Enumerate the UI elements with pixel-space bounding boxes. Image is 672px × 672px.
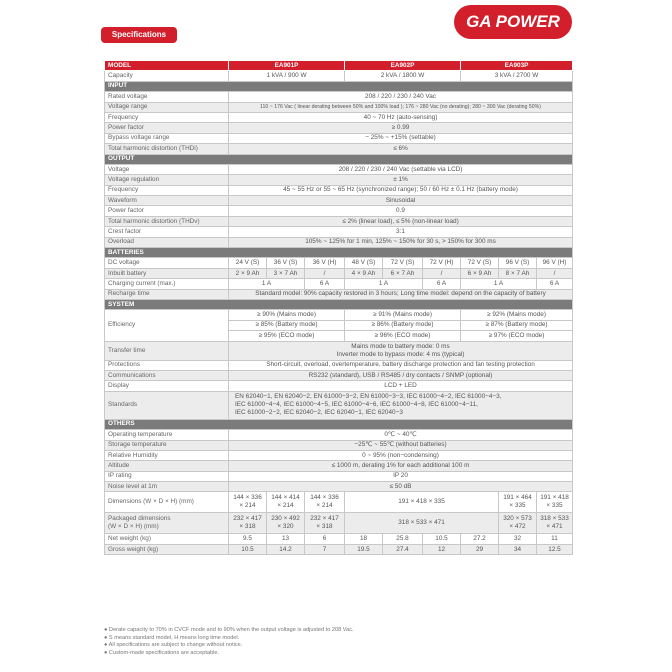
- spec-value: LCD + LED: [229, 381, 573, 391]
- spec-row: [105, 175, 573, 185]
- spec-row: [105, 482, 573, 492]
- weight-value: 12.5: [537, 544, 573, 554]
- spec-row: [105, 216, 573, 226]
- efficiency-value: ≥ 86% (Battery mode): [345, 320, 461, 330]
- battery-value: /: [537, 268, 573, 278]
- spec-label: Power factor: [105, 123, 229, 133]
- charge-value: 6 A: [537, 279, 573, 289]
- charge-value: 1 A: [229, 279, 305, 289]
- dim-line: 144 × 336: [233, 494, 262, 502]
- weight-value: 27.4: [383, 544, 423, 554]
- dim-line: 144 × 336: [310, 494, 339, 502]
- capacity-value: 2 kVA / 1800 W: [345, 71, 461, 81]
- dc-value: 72 V (S): [383, 258, 423, 268]
- dc-value: 72 V (H): [423, 258, 461, 268]
- spec-label: Voltage range: [105, 102, 229, 112]
- pkg-value: [499, 513, 537, 534]
- spec-row: [105, 237, 573, 247]
- charge-value: 1 A: [461, 279, 537, 289]
- spec-value: −25℃ ~ 55℃ (without batteries): [229, 440, 573, 450]
- section-header-output: [105, 154, 573, 164]
- spec-label: Display: [105, 381, 229, 391]
- spec-label: Altitude: [105, 461, 229, 471]
- capacity-value: 3 kVA / 2700 W: [461, 71, 573, 81]
- dim-line: 191 × 418: [540, 494, 569, 502]
- spec-row: [105, 112, 573, 122]
- spec-label: Inbuilt battery: [105, 268, 229, 278]
- model-label: MODEL: [105, 61, 229, 71]
- spec-row: [105, 185, 573, 195]
- efficiency-value: ≥ 90% (Mains mode): [229, 310, 345, 320]
- spec-value: ≤ 6%: [229, 144, 573, 154]
- section-title: OUTPUT: [105, 154, 573, 164]
- battery-value: /: [423, 268, 461, 278]
- section-header-batteries: [105, 248, 573, 258]
- capacity-row: [105, 71, 573, 81]
- spec-row: [105, 360, 573, 370]
- dim-value: [305, 492, 345, 513]
- spec-value: ± 1%: [229, 175, 573, 185]
- spec-value: 40 ~ 70 Hz (auto-sensing): [229, 112, 573, 122]
- dc-value: 48 V (S): [345, 258, 383, 268]
- pkg-line: 318 × 533: [540, 515, 569, 523]
- spec-label: Noise level at 1m: [105, 482, 229, 492]
- efficiency-value: ≥ 95% (ECO mode): [229, 331, 345, 341]
- model-ea902p: EA902P: [345, 61, 461, 71]
- spec-value: ≤ 2% (linear load), ≤ 5% (non-linear load): [229, 216, 573, 226]
- logo-text: GA POWER: [466, 12, 560, 31]
- section-header-input: [105, 81, 573, 91]
- spec-row: [105, 196, 573, 206]
- pkg-line: × 471: [546, 523, 563, 531]
- spec-label: Power factor: [105, 206, 229, 216]
- spec-table: [104, 60, 573, 555]
- pkg-label-line: (W × D × H) (mm): [108, 523, 159, 531]
- spec-label: Dimensions (W × D × H) (mm): [105, 492, 229, 513]
- ga-power-logo: [454, 5, 572, 39]
- battery-value: 4 × 9 Ah: [345, 268, 383, 278]
- spec-value: 208 / 220 / 230 / 240 Vac: [229, 92, 573, 102]
- dc-value: 36 V (H): [305, 258, 345, 268]
- pkg-label-line: Packaged dimensions: [108, 515, 171, 523]
- dim-value: 191 × 418 × 335: [345, 492, 499, 513]
- pkg-line: 232 × 417: [233, 515, 262, 523]
- spec-value: 3:1: [229, 227, 573, 237]
- weight-value: 13: [267, 534, 305, 544]
- weight-value: 9.5: [229, 534, 267, 544]
- section-title: BATTERIES: [105, 248, 573, 258]
- spec-row: [105, 133, 573, 143]
- spec-value: ≤ 50 dB: [229, 482, 573, 492]
- spec-row: [105, 102, 573, 112]
- pkg-line: × 318: [239, 523, 256, 531]
- efficiency-value: ≥ 92% (Mains mode): [461, 310, 573, 320]
- pkg-value: 318 × 533 × 471: [345, 513, 499, 534]
- inbuilt-battery-row: [105, 268, 573, 278]
- spec-label: Bypass voltage range: [105, 133, 229, 143]
- spec-label: Crest factor: [105, 227, 229, 237]
- spec-label: Relative Humidity: [105, 450, 229, 460]
- efficiency-value: ≥ 96% (ECO mode): [345, 331, 461, 341]
- spec-label: Overload: [105, 237, 229, 247]
- dim-line: × 335: [546, 502, 563, 510]
- spec-value: 45 ~ 55 Hz or 55 ~ 65 Hz (synchronized range); 50 / 60 Hz ± 0.1 Hz (battery mode): [229, 185, 573, 195]
- efficiency-value: ≥ 97% (ECO mode): [461, 331, 573, 341]
- spec-value: 105% ~ 125% for 1 min, 125% ~ 150% for 30 s, > 150% for 300 ms: [229, 237, 573, 247]
- efficiency-value: ≥ 85% (Battery mode): [229, 320, 345, 330]
- dim-value: [537, 492, 573, 513]
- transfer-time-row: [105, 341, 573, 360]
- pkg-value: [305, 513, 345, 534]
- spec-label: Waveform: [105, 196, 229, 206]
- spec-row: [105, 381, 573, 391]
- spec-row: [105, 164, 573, 174]
- spec-value: 0℃ ~ 40℃: [229, 430, 573, 440]
- pkg-line: × 320: [277, 523, 294, 531]
- spec-value: 0 ~ 95% (non−condensing): [229, 450, 573, 460]
- battery-value: 3 × 7 Ah: [267, 268, 305, 278]
- weight-value: 19.5: [345, 544, 383, 554]
- spec-value: 0.9: [229, 206, 573, 216]
- efficiency-value: ≥ 87% (Battery mode): [461, 320, 573, 330]
- spec-label: Rated voltage: [105, 92, 229, 102]
- weight-value: 10.5: [423, 534, 461, 544]
- spec-label: DC voltage: [105, 258, 229, 268]
- packaged-dimensions-row: [105, 513, 573, 534]
- dc-value: 36 V (S): [267, 258, 305, 268]
- section-title: OTHERS: [105, 419, 573, 429]
- spec-row: [105, 227, 573, 237]
- spec-label: [105, 513, 229, 534]
- spec-value: 110 ~ 176 Vac ( linear derating between 50% and 100% load ); 176 ~ 280 Vac (no derating); 280 ~ 300 Vac (derating 50%): [229, 102, 573, 112]
- standards-line: IEC 61000−2−2, IEC 62040−2, IEC 62040−1, IEC 62040−3: [235, 409, 403, 417]
- spec-row: [105, 450, 573, 460]
- charging-current-row: [105, 279, 573, 289]
- weight-value: 10.5: [229, 544, 267, 554]
- pkg-value: [267, 513, 305, 534]
- dc-voltage-row: [105, 258, 573, 268]
- spec-label: Efficiency: [105, 310, 229, 341]
- spec-value: Short-circuit, overload, overtemperature, battery discharge protection and fan testing protection: [229, 360, 573, 370]
- footnote: ● Custom-made specifications are acceptable.: [104, 649, 219, 656]
- standards-line: EN 62040−1, EN 62040−2, EN 61000−3−2, EN 61000−3−3, IEC 61000−4−2, IEC 61000−4−3,: [235, 393, 502, 401]
- section-header-system: [105, 299, 573, 309]
- spec-label: Voltage: [105, 164, 229, 174]
- weight-value: 18: [345, 534, 383, 544]
- standards-line: IEC 61000−4−4, IEC 61000−4−5, IEC 61000−4−6, IEC 61000−4−8, IEC 61000−4−11,: [235, 401, 478, 409]
- footnote: ● S means standard model, H means long time model.: [104, 634, 240, 641]
- spec-label: Storage temperature: [105, 440, 229, 450]
- section-title: SYSTEM: [105, 299, 573, 309]
- spec-label: Total harmonic distortion (THDi): [105, 144, 229, 154]
- weight-value: 32: [499, 534, 537, 544]
- dc-value: 72 V (S): [461, 258, 499, 268]
- pkg-line: × 318: [316, 523, 333, 531]
- spec-label: Protections: [105, 360, 229, 370]
- dim-value: [267, 492, 305, 513]
- footnote: ● All specifications are subject to change without notice.: [104, 642, 243, 649]
- spec-label: Standards: [105, 391, 229, 419]
- spec-row: [105, 123, 573, 133]
- pkg-line: 230 × 492: [271, 515, 300, 523]
- charge-value: 1 A: [345, 279, 423, 289]
- spec-value: Standard model: 90% capacity restored in 3 hours; Long time model: depend on the capacity of battery: [229, 289, 573, 299]
- gross-weight-row: [105, 544, 573, 554]
- standards-row: [105, 391, 573, 419]
- dim-line: × 214: [239, 502, 256, 510]
- dim-line: × 335: [509, 502, 526, 510]
- spec-value: Sinusoidal: [229, 196, 573, 206]
- spec-label: Communications: [105, 370, 229, 380]
- weight-value: 11: [537, 534, 573, 544]
- model-ea903p: EA903P: [461, 61, 573, 71]
- spec-value: ≤ 1000 m, derating 1% for each additional 100 m: [229, 461, 573, 471]
- section-title: INPUT: [105, 81, 573, 91]
- battery-value: 6 × 9 Ah: [461, 268, 499, 278]
- spec-row: [105, 144, 573, 154]
- spec-row: [105, 206, 573, 216]
- spec-value: ≥ 0.99: [229, 123, 573, 133]
- spec-label: Gross weight (kg): [105, 544, 229, 554]
- weight-value: 25.8: [383, 534, 423, 544]
- capacity-value: 1 kVA / 900 W: [229, 71, 345, 81]
- spec-label: Frequency: [105, 112, 229, 122]
- footnotes: [104, 627, 354, 657]
- dimensions-row: [105, 492, 573, 513]
- spec-value: [229, 341, 573, 360]
- dim-line: 144 × 414: [271, 494, 300, 502]
- specifications-tab: Specifications: [101, 27, 177, 43]
- spec-row: [105, 370, 573, 380]
- spec-row: [105, 430, 573, 440]
- dim-value: [499, 492, 537, 513]
- pkg-line: 232 × 417: [310, 515, 339, 523]
- footnote: ● Derate capacity to 70% in CVCF mode and to 90% when the output voltage is adjusted to 208 Vac.: [104, 627, 354, 633]
- charge-value: 6 A: [423, 279, 461, 289]
- transfer-line: Inverter mode to bypass mode: 4 ms (typical): [336, 350, 465, 358]
- battery-value: 8 × 7 Ah: [499, 268, 537, 278]
- spec-value: − 25% ~ +15% (settable): [229, 133, 573, 143]
- spec-row: [105, 440, 573, 450]
- spec-label: IP rating: [105, 471, 229, 481]
- pkg-line: 320 × 573: [503, 515, 532, 523]
- spec-label: Total harmonic distortion (THDv): [105, 216, 229, 226]
- spec-label: Voltage regulation: [105, 175, 229, 185]
- spec-label: Charging current (max.): [105, 279, 229, 289]
- weight-value: 34: [499, 544, 537, 554]
- model-ea901p: EA901P: [229, 61, 345, 71]
- capacity-label: Capacity: [105, 71, 229, 81]
- weight-value: 7: [305, 544, 345, 554]
- pkg-line: × 472: [509, 523, 526, 531]
- model-row: [105, 61, 573, 71]
- spec-row: [105, 471, 573, 481]
- spec-value: 208 / 220 / 230 / 240 Vac (settable via LCD): [229, 164, 573, 174]
- section-header-others: [105, 419, 573, 429]
- weight-value: 27.2: [461, 534, 499, 544]
- pkg-value: [537, 513, 573, 534]
- efficiency-row: [105, 310, 573, 320]
- battery-value: 2 × 9 Ah: [229, 268, 267, 278]
- spec-label: Net weight (kg): [105, 534, 229, 544]
- spec-label: Transfer time: [105, 341, 229, 360]
- spec-label: Operating temperature: [105, 430, 229, 440]
- spec-label: Recharge time: [105, 289, 229, 299]
- spec-label: Frequency: [105, 185, 229, 195]
- spec-value: RS232 (standard), USB / RS485 / dry contacts / SNMP (optional): [229, 370, 573, 380]
- spec-row: [105, 461, 573, 471]
- spec-row: [105, 92, 573, 102]
- weight-value: 29: [461, 544, 499, 554]
- battery-value: 6 × 7 Ah: [383, 268, 423, 278]
- dc-value: 96 V (H): [537, 258, 573, 268]
- efficiency-value: ≥ 91% (Mains mode): [345, 310, 461, 320]
- dim-line: × 214: [316, 502, 333, 510]
- spec-value: IP 20: [229, 471, 573, 481]
- spec-value: [229, 391, 573, 419]
- weight-value: 6: [305, 534, 345, 544]
- pkg-value: [229, 513, 267, 534]
- charge-value: 6 A: [305, 279, 345, 289]
- dc-value: 96 V (S): [499, 258, 537, 268]
- dim-line: × 214: [277, 502, 294, 510]
- weight-value: 12: [423, 544, 461, 554]
- dim-line: 191 × 464: [503, 494, 532, 502]
- dim-value: [229, 492, 267, 513]
- spec-row: [105, 289, 573, 299]
- dc-value: 24 V (S): [229, 258, 267, 268]
- net-weight-row: [105, 534, 573, 544]
- weight-value: 14.2: [267, 544, 305, 554]
- transfer-line: Mains mode to battery mode: 0 ms: [351, 342, 450, 350]
- battery-value: /: [305, 268, 345, 278]
